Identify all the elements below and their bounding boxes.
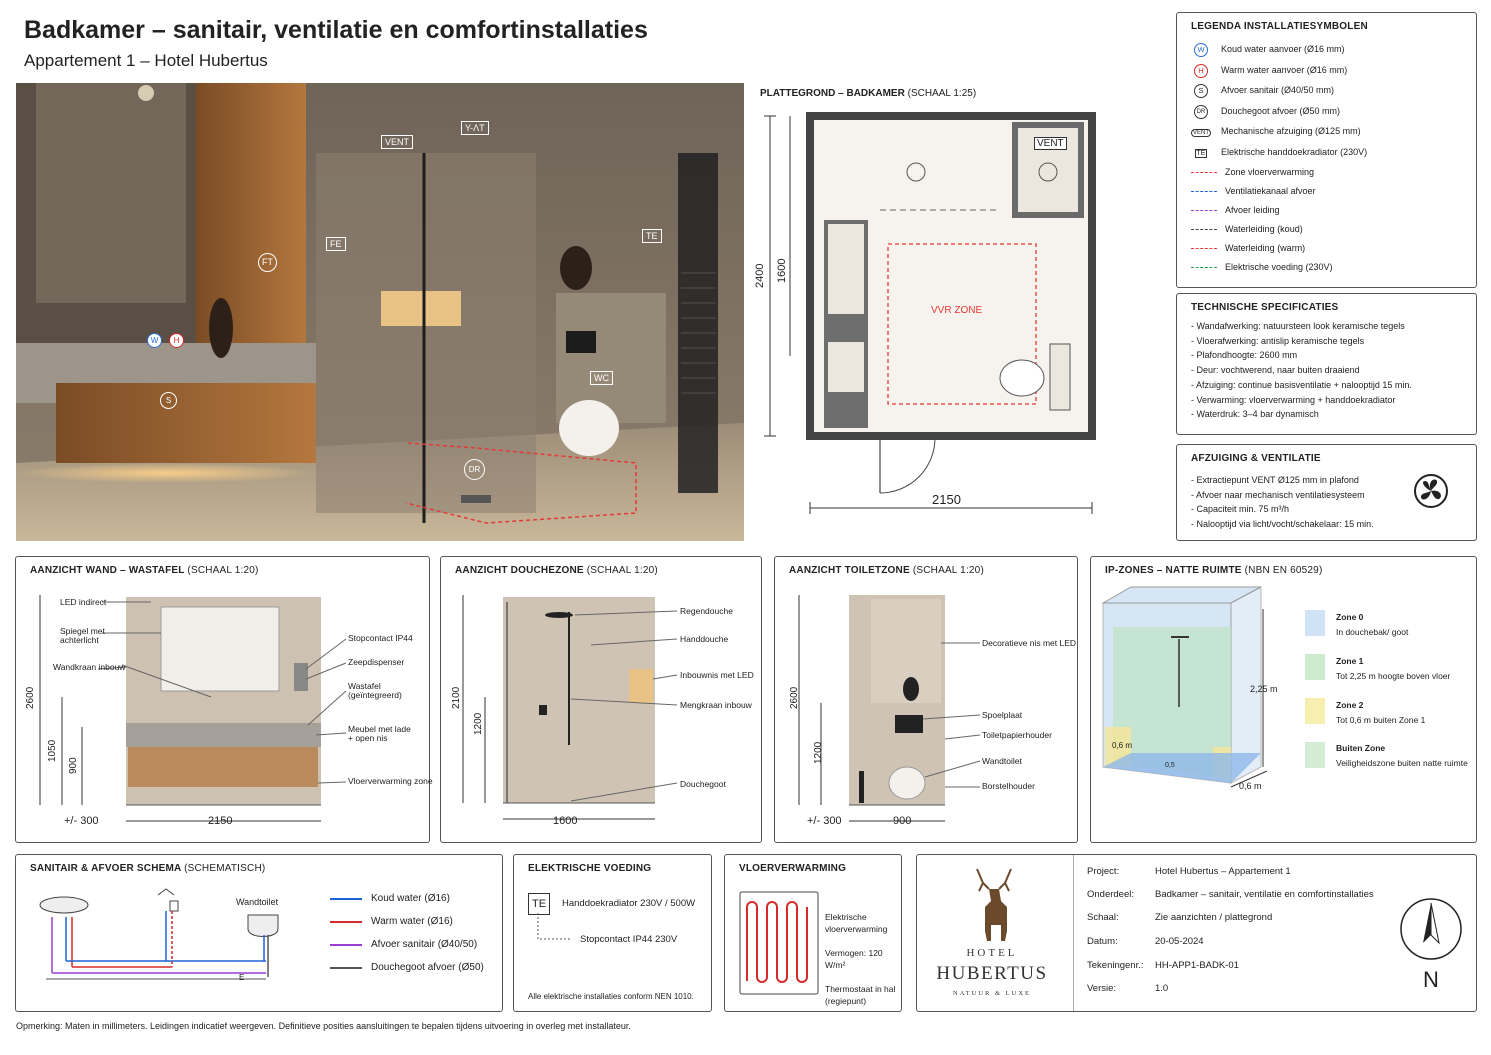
outside-zone-desc: Veiligheidszone buiten natte ruimte	[1336, 758, 1468, 768]
floor-plan	[750, 108, 1150, 528]
zone2-swatch	[1305, 698, 1325, 724]
toilet-label-niche: Decoratieve nis met LED	[982, 638, 1077, 648]
legend-hot-water: H Warm water aanvoer (Ø16 mm)	[1191, 62, 1347, 78]
legend-line-warm: Waterleiding (warm)	[1191, 240, 1305, 256]
zone0-swatch	[1305, 610, 1325, 636]
schema-title: SANITAIR & AFVOER SCHEMA (SCHEMATISCH)	[30, 863, 266, 874]
logo-tagline: NATUUR & LUXE	[953, 990, 1031, 997]
cold-water-tag: W	[147, 333, 162, 348]
radiator-label: Handdoekradiator 230V / 500W	[562, 898, 696, 909]
wash-dim-1050: 1050	[47, 739, 58, 762]
specs-panel	[1176, 293, 1477, 435]
toilet-dim-1200: 1200	[813, 741, 824, 764]
wash-label-tap: Wandkraan inbouw	[53, 662, 126, 672]
ip-dim-width: 0,6 m	[1239, 781, 1262, 791]
shower-label-niche: Inbouwnis met LED	[680, 670, 754, 680]
tb-project-value: Hotel Hubertus – Appartement 1	[1155, 866, 1291, 877]
zone2-desc: Tot 0,6 m buiten Zone 1	[1336, 715, 1426, 725]
wash-title: AANZICHT WAND – WASTAFEL (SCHAAL 1:20)	[30, 565, 259, 576]
north-arrow-icon	[1399, 897, 1463, 961]
logo-hubertus: HUBERTUS	[936, 963, 1048, 984]
ventilation-title: AFZUIGING & VENTILATIE	[1191, 453, 1321, 464]
shower-dim-2100: 2100	[451, 686, 462, 709]
shower-title: AANZICHT DOUCHEZONE (SCHAAL 1:20)	[455, 565, 658, 576]
page-title: Badkamer – sanitair, ventilatie en comfortinstallaties	[24, 16, 648, 44]
legend-line-drain: Afvoer leiding	[1191, 202, 1280, 218]
electric-wire	[534, 913, 574, 943]
ip-dim-height: 2,25 m	[1250, 684, 1278, 694]
floor-title: VLOERVERWARMING	[739, 863, 847, 874]
toilet-label-wc: Wandtoilet	[982, 756, 1022, 766]
ip-zones-drawing	[1091, 557, 1478, 844]
electric-note: Alle elektrische installaties conform NEN 1010.	[528, 992, 694, 1001]
zone0-desc: In douchebak/ goot	[1336, 627, 1409, 637]
ip-dim-zone2: 0,6 m	[1112, 741, 1133, 750]
outside-zone-swatch	[1305, 742, 1325, 768]
plan-dim-1600: 1600	[776, 258, 788, 283]
ymt-tag: Y-ΛT	[461, 121, 489, 135]
toilet-dim-900: 900	[893, 815, 912, 827]
legend-cold-water: W Koud water aanvoer (Ø16 mm)	[1191, 41, 1345, 57]
wash-elevation-panel	[15, 556, 433, 843]
zone1-swatch	[1305, 654, 1325, 680]
footnote: Opmerking: Maten in millimeters. Leidingen indicatief weergeven. Definitieve posities aansluitingen te bepalen tijdens uitvoering in overleg met installateur.	[16, 1021, 631, 1031]
legend-line-cold: Waterleiding (koud)	[1191, 221, 1303, 237]
wash-label-soap: Zeepdispenser	[348, 657, 405, 667]
ip-dim-05: 0,5	[1165, 762, 1175, 769]
hot-water-tag: H	[169, 333, 184, 348]
plan-title: PLATTEGROND – BADKAMER (SCHAAL 1:25)	[760, 88, 977, 99]
toilet-elevation-panel	[774, 556, 1078, 843]
tb-project-key: Project:	[1087, 866, 1120, 877]
toilet-title: AANZICHT TOILETZONE (SCHAAL 1:20)	[789, 565, 984, 576]
bathroom-render-illustration	[16, 83, 744, 541]
wash-dim-900: 900	[68, 757, 79, 774]
wash-label-cabinet: Meubel met lade + open nis	[348, 724, 411, 743]
tb-drawing-value: HH-APP1-BADK-01	[1155, 960, 1239, 971]
ventilation-panel	[1176, 444, 1477, 541]
schema-legend-cold: Koud water (Ø16)	[371, 893, 450, 904]
electric-panel	[513, 854, 712, 1012]
legend-line-floorheat: Zone vloerverwarming	[1191, 164, 1314, 180]
north-label: N	[1423, 967, 1439, 992]
tb-drawing-key: Tekeningenr.:	[1087, 960, 1144, 971]
zone0-name: Zone 0	[1336, 612, 1364, 622]
schema-legend-warm: Warm water (Ø16)	[371, 916, 453, 927]
toilet-drawing	[775, 557, 1079, 844]
dr-tag: DR	[464, 459, 485, 480]
plan-dim-2150: 2150	[932, 492, 961, 507]
wash-label-mirror: Spiegel met achterlicht	[60, 626, 105, 645]
floor-text-1: Elektrische vloerverwarming	[825, 912, 888, 934]
legend-line-vent: Ventilatiekanaal afvoer	[1191, 183, 1316, 199]
schema-drawing	[16, 855, 504, 1013]
legend-radiator: TE Elektrische handdoekradiator (230V)	[1196, 147, 1368, 157]
outside-zone-name: Buiten Zone	[1336, 743, 1386, 753]
shower-elevation-panel	[440, 556, 762, 843]
vvr-zone-label: VVR ZONE	[931, 305, 983, 316]
toilet-label-brush: Borstelhouder	[982, 781, 1035, 791]
legend-title: LEGENDA INSTALLATIESYMBOLEN	[1191, 21, 1368, 32]
toilet-dim-base: +/- 300	[807, 815, 842, 827]
tb-date-value: 20-05-2024	[1155, 936, 1204, 947]
te-tag: TE	[642, 229, 662, 243]
plan-dim-2400: 2400	[754, 263, 766, 288]
title-block-panel	[916, 854, 1477, 1012]
stag-logo-icon	[969, 865, 1019, 945]
legend-vent: VENT Mechanische afzuiging (Ø125 mm)	[1193, 126, 1361, 136]
ventilation-list: - Extractiepunt VENT Ø125 mm in plafond - Afvoer naar mechanisch ventilatiesysteem - Capaciteit min. 75 m³/h - Nalooptijd via licht/vocht/schakelaar: 15 min.	[1191, 475, 1374, 530]
bathroom-render	[16, 83, 744, 541]
logo-hotel: HOTEL	[966, 947, 1018, 959]
fe-tag: FE	[326, 237, 346, 251]
schema-wc-label: Wandtoilet	[236, 897, 279, 907]
specs-title: TECHNISCHE SPECIFICATIES	[1191, 302, 1339, 313]
shower-dim-1600: 1600	[553, 815, 578, 827]
wash-label-socket: Stopcontact IP44	[348, 633, 413, 643]
specs-list: - Wandafwerking: natuursteen look keramische tegels - Vloerafwerking: antislip keramische tegels - Plafondhoogte: 2600 mm - Deur: vochtwerend, naar buiten draaiend - Afzuiging: continue basisventilatie + nalooptijd 15 min. - Verwarming: vloerverwarming + handdoekradiator - Waterdruk: 3–4 bar dynamisch	[1191, 321, 1412, 420]
wash-label-led: LED indirect	[60, 597, 107, 607]
zone1-name: Zone 1	[1336, 656, 1364, 666]
shower-label-mixer: Mengkraan inbouw	[680, 700, 752, 710]
legend-shower-drain: DR Douchegoot afvoer (Ø50 mm)	[1191, 103, 1340, 119]
toilet-dim-2600: 2600	[789, 686, 800, 709]
fan-icon	[1413, 473, 1449, 509]
floor-heating-panel	[724, 854, 902, 1012]
page-subtitle: Appartement 1 – Hotel Hubertus	[24, 51, 268, 70]
socket-label: Stopcontact IP44 230V	[580, 934, 678, 945]
plan-vent-tag: VENT	[1034, 137, 1067, 150]
tb-part-value: Badkamer – sanitair, ventilatie en comfortinstallaties	[1155, 889, 1374, 900]
drain-tag: S	[160, 392, 177, 409]
wash-dim-2600: 2600	[25, 686, 36, 709]
te-symbol: TE	[528, 893, 550, 915]
vent-tag: VENT	[381, 135, 413, 149]
legend-line-elec: Elektrische voeding (230V)	[1191, 259, 1333, 275]
electric-title: ELEKTRISCHE VOEDING	[528, 863, 652, 874]
zone2-name: Zone 2	[1336, 700, 1364, 710]
legend-panel	[1176, 12, 1477, 288]
tb-version-value: 1.0	[1155, 983, 1169, 994]
wash-label-floorheat: Vloerverwarming zone	[348, 776, 433, 786]
shower-dim-1200: 1200	[473, 712, 484, 735]
tb-scale-key: Schaal:	[1087, 912, 1119, 923]
schema-legend-shower: Douchegoot afvoer (Ø50)	[371, 962, 484, 973]
zone1-desc: Tot 2,25 m hoogte boven vloer	[1336, 671, 1451, 681]
floor-text-3: Thermostaat in hal (regiepunt)	[825, 984, 896, 1006]
tb-part-key: Onderdeel:	[1087, 889, 1135, 900]
title-block-divider	[1073, 855, 1074, 1011]
ip-title: IP-ZONES – NATTE RUIMTE (NBN EN 60529)	[1105, 565, 1323, 576]
schema-legend-drain: Afvoer sanitair (Ø40/50)	[371, 939, 478, 950]
toilet-label-flush: Spoelplaat	[982, 710, 1023, 720]
wash-dim-2150: 2150	[208, 815, 233, 827]
ip-zones-panel	[1090, 556, 1477, 843]
ft-tag: FT	[258, 253, 277, 272]
wash-dim-base: +/- 300	[64, 815, 99, 827]
toilet-label-paper: Toiletpapierhouder	[982, 730, 1052, 740]
floor-heating-coil	[739, 891, 819, 995]
sanitary-schema-panel	[15, 854, 503, 1012]
wc-tag: WC	[590, 371, 613, 385]
legend-drain: S Afvoer sanitair (Ø40/50 mm)	[1191, 82, 1334, 98]
tb-date-key: Datum:	[1087, 936, 1118, 947]
wash-label-basin: Wastafel (geïntegreerd)	[348, 681, 402, 700]
schema-e-label: E	[239, 973, 245, 982]
floor-text-2: Vermogen: 120 W/m²	[825, 948, 883, 970]
shower-label-drain: Douchegoot	[680, 779, 726, 789]
tb-scale-value: Zie aanzichten / plattegrond	[1155, 912, 1273, 923]
shower-label-hand: Handdouche	[680, 634, 729, 644]
shower-label-rain: Regendouche	[680, 606, 733, 616]
tb-version-key: Versie:	[1087, 983, 1117, 994]
